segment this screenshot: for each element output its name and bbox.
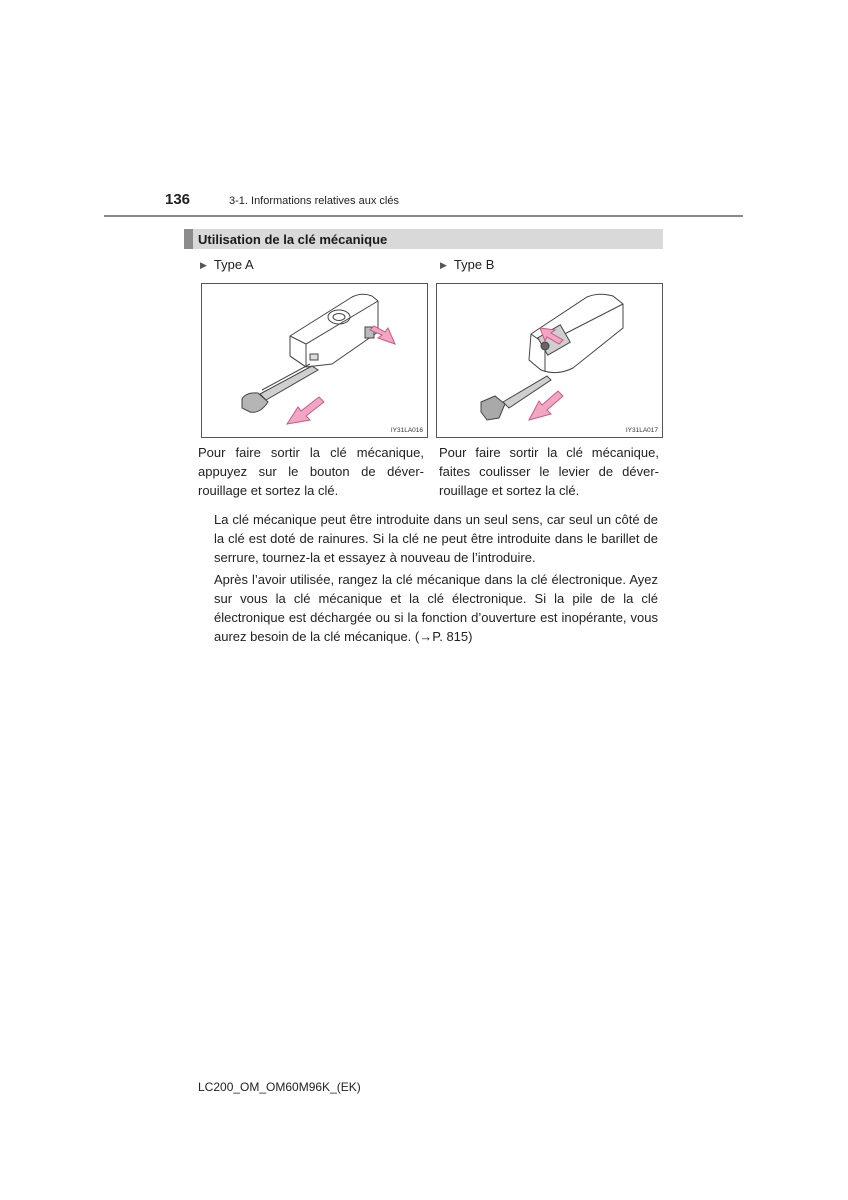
subheading-text: Utilisation de la clé mécanique <box>198 232 388 247</box>
footer-code: LC200_OM_OM60M96K_(EK) <box>198 1080 361 1094</box>
page-number: 136 <box>165 191 191 208</box>
figure-type-b <box>436 283 663 438</box>
type-b-text: Type B <box>453 257 495 272</box>
paragraph-key-direction: La clé mécanique peut être introduite dans un seul sens, car seul un côté de la clé est doté de rainures. Si la clé ne peut être introduite dans le barillet de serrure, tournez-la et essayez à nouveau de l’introduire. <box>214 512 658 565</box>
type-a-text: Type A <box>213 257 254 272</box>
figure-code: IY31LA017 <box>625 427 658 434</box>
mechanical-key-icon <box>242 364 318 412</box>
key-fob-type-a-illustration <box>202 284 427 437</box>
caption-type-a: Pour faire sortir la clé mécanique, appuyez sur le bouton de déver-rouillage et sortez la clé. <box>198 445 424 498</box>
type-a-label <box>200 257 254 272</box>
figure-code: IY31LA016 <box>390 427 423 434</box>
paragraph-key-storage: Après l’avoir utilisée, rangez la clé mécanique dans la clé électronique. Ayez sur vous la clé mécanique et la clé électronique. Si la pile de la clé électronique est déchargée ou si la fonction d’ouverture est inopérante, vous aurez besoin de la clé mécanique. (→P. 815) <box>214 572 658 644</box>
key-fob-type-b-illustration <box>437 284 662 437</box>
caption-type-b: Pour faire sortir la clé mécanique, faites coulisser le levier de déver-rouillage et sortez la clé. <box>439 445 659 498</box>
key-fob-icon <box>290 294 378 367</box>
section-title: 3-1. Informations relatives aux clés <box>229 195 399 207</box>
figure-type-a <box>201 283 428 438</box>
triangle-right-icon: ▶ <box>440 260 447 270</box>
triangle-right-icon: ▶ <box>200 260 207 270</box>
type-b-label <box>440 257 494 272</box>
header-rule <box>104 215 743 217</box>
subheading-bar <box>184 229 663 249</box>
